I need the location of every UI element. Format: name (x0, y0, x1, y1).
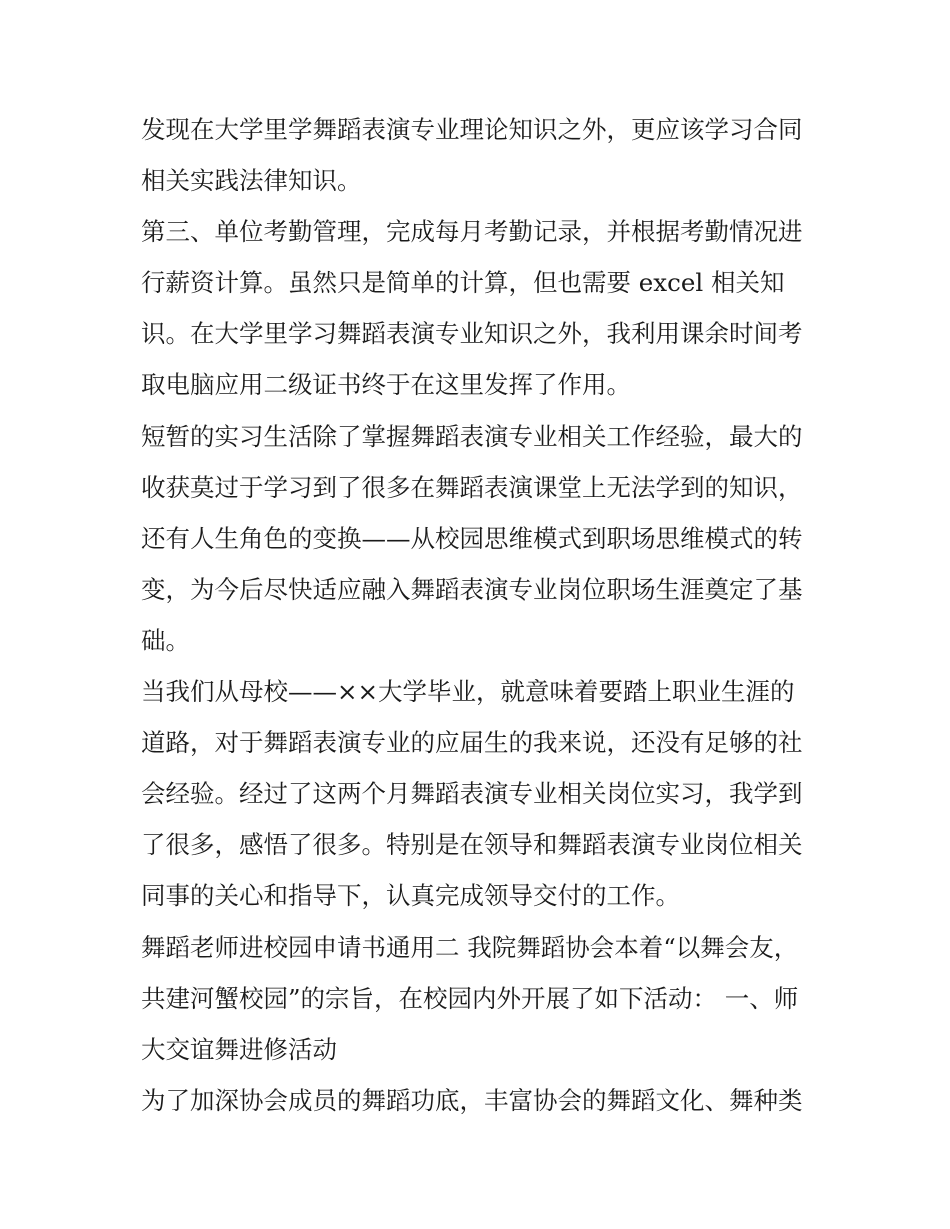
text-line: 取电脑应用二级证书终于在这里发挥了作用。 (141, 370, 631, 400)
text-line: 为了加深协会成员的舞蹈功底，丰富协会的舞蹈文化、舞种类 (141, 1085, 803, 1115)
text-line: 发现在大学里学舞蹈表演专业理论知识之外，更应该学习合同 (141, 115, 803, 144)
text-line: 同事的关心和指导下，认真完成领导交付的工作。 (141, 881, 680, 911)
text-line: 第三、单位考勤管理，完成每月考勤记录，并根据考勤情况进 (141, 217, 803, 247)
text-line: 行薪资计算。虽然只是简单的计算，但也需要 excel 相关知 (141, 268, 785, 298)
text-line: 础。 (141, 625, 190, 655)
text-line: 会经验。经过了这两个月舞蹈表演专业相关岗位实习，我学到 (141, 779, 803, 809)
document-body (141, 104, 821, 1126)
text-line: 舞蹈老师进校园申请书通用二 我院舞蹈协会本着“以舞会友， (141, 932, 799, 962)
text-line: 当我们从母校——××大学毕业，就意味着要踏上职业生涯的 (141, 677, 795, 707)
text-line: 识。在大学里学习舞蹈表演专业知识之外，我利用课余时间考 (141, 319, 803, 349)
text-line: 相关实践法律知识。 (141, 166, 362, 196)
text-line: 短暂的实习生活除了掌握舞蹈表演专业相关工作经验，最大的 (141, 421, 803, 451)
text-line: 还有人生角色的变换——从校园思维模式到职场思维模式的转 (141, 523, 803, 553)
text-line: 了很多，感悟了很多。特别是在领导和舞蹈表演专业岗位相关 (141, 830, 803, 860)
text-line: 大交谊舞进修活动 (141, 1034, 337, 1064)
text-line: 共建河蟹校园”的宗旨，在校园内外开展了如下活动： 一、师 (141, 983, 799, 1013)
text-line: 变，为今后尽快适应融入舞蹈表演专业岗位职场生涯奠定了基 (141, 574, 803, 604)
text-line: 收获莫过于学习到了很多在舞蹈表演课堂上无法学到的知识， (141, 472, 803, 502)
text-line: 道路，对于舞蹈表演专业的应届生的我来说，还没有足够的社 (141, 728, 803, 758)
